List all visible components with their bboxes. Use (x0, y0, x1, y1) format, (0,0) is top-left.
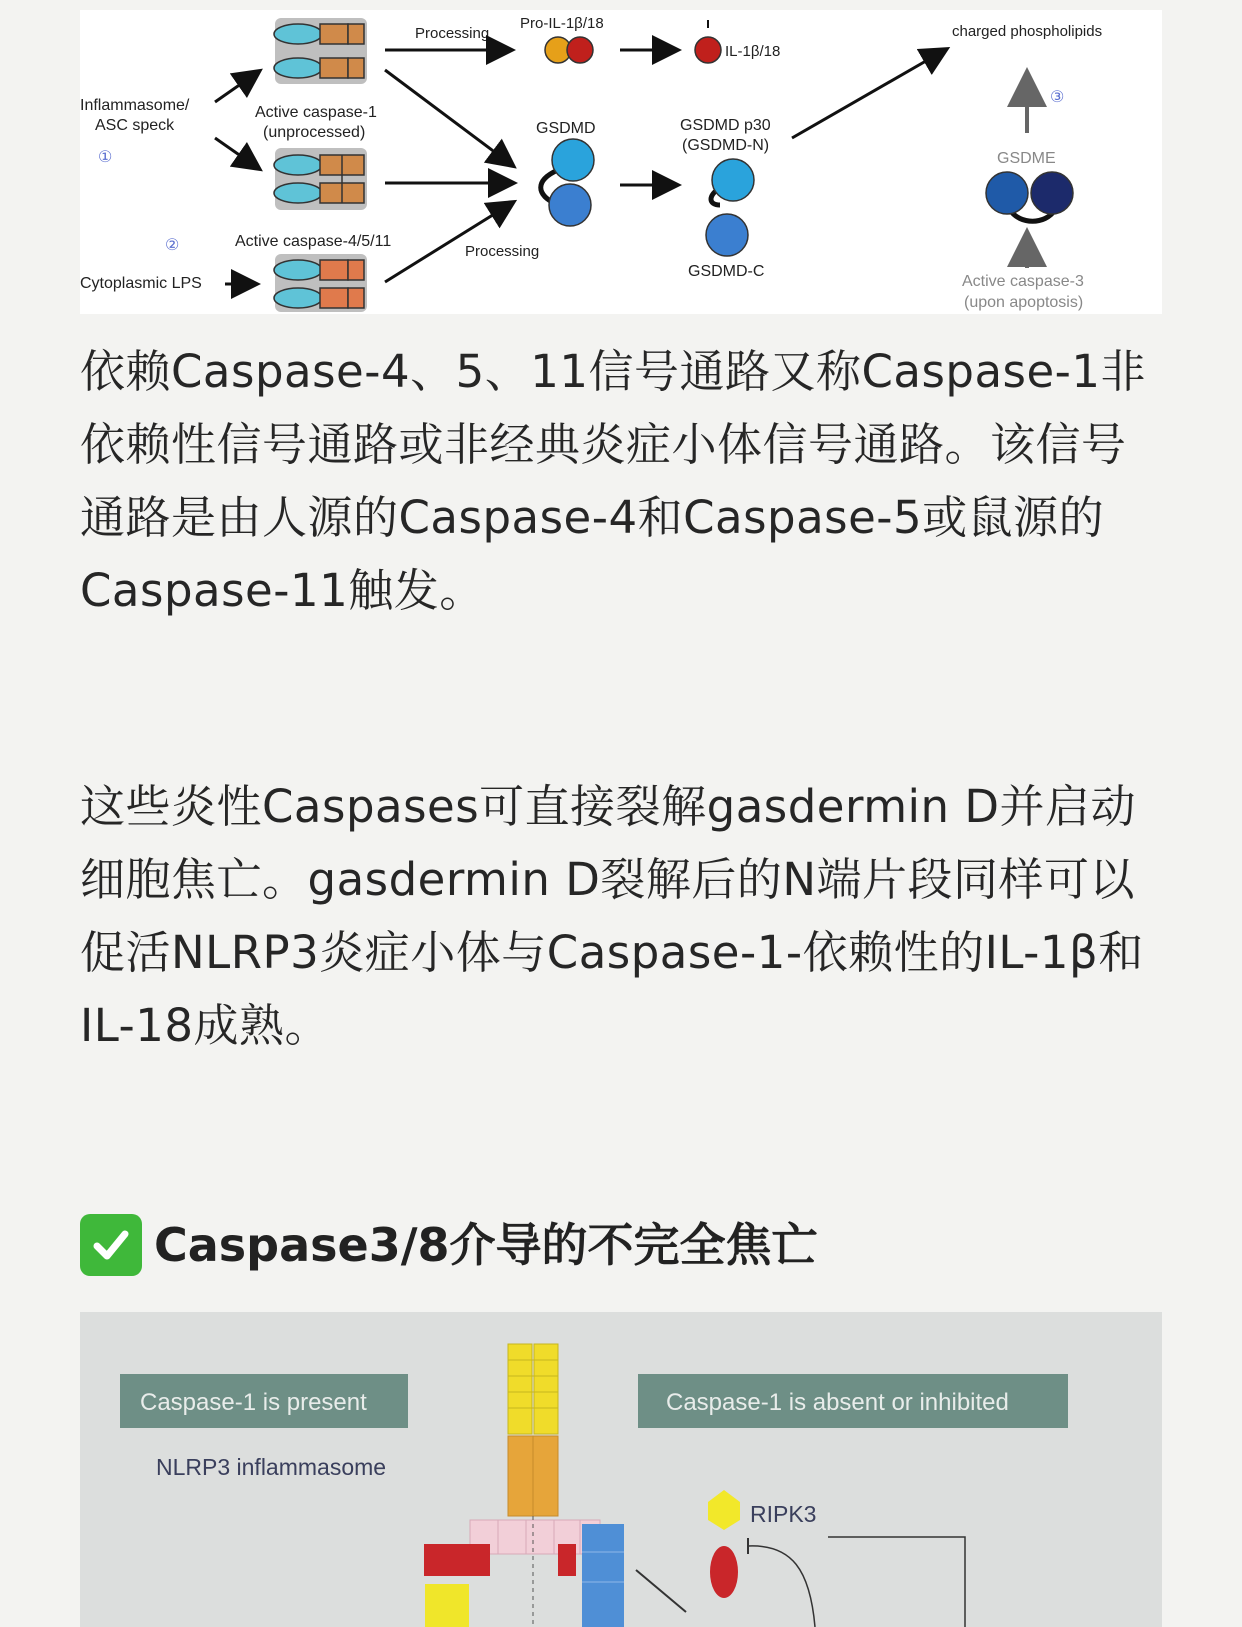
caspase-4-5-11-complex (274, 254, 367, 312)
ripk3-protein (708, 1490, 740, 1598)
check-mark-icon (80, 1214, 142, 1276)
pyroptosis-pathway-diagram (80, 10, 1162, 314)
mature-il-dot (695, 37, 721, 63)
unprocessed-label: (unprocessed) (263, 124, 366, 141)
caspase-3-8-pathway-diagram (80, 1312, 1162, 1627)
gsdmd-c-dot (706, 214, 748, 256)
section-heading-text: Caspase3/8介导的不完全焦亡 (154, 1218, 818, 1272)
asc-speck-label: ASC speck (95, 117, 175, 134)
unprocessed-caspase-1-complex (274, 148, 367, 210)
step-two-marker: ② (165, 237, 180, 254)
caspase-1-absent-label: Caspase-1 is absent or inhibited (666, 1389, 1009, 1416)
gsdmd-full-length (541, 139, 594, 226)
nlrp3-inflammasome-label: NLRP3 inflammasome (156, 1454, 387, 1480)
inflammasome-label: Inflammasome/ (80, 97, 190, 114)
processing-bottom-label: Processing (465, 243, 540, 260)
pathway-svg (80, 10, 1162, 314)
active-caspase-4-5-11-label: Active caspase-4/5/11 (235, 233, 392, 250)
gsdmd-n-label: (GSDMD-N) (682, 137, 770, 154)
gsdmd-c-label: GSDMD-C (688, 263, 765, 280)
upon-apoptosis-label: (upon apoptosis) (964, 294, 1084, 311)
step-three-marker: ③ (1050, 89, 1065, 106)
gsdme-protein (986, 172, 1073, 221)
caspase-1-present-label: Caspase-1 is present (140, 1389, 367, 1416)
gsdmd-n-dot (712, 159, 754, 201)
pro-il-label: Pro-IL-1β/18 (520, 15, 604, 32)
step-one-marker: ① (98, 149, 113, 166)
paragraph-noncanonical-pathway: 依赖Caspase-4、5、11信号通路又称Caspase-1非依赖性信号通路或非经典炎症小体信号通路。该信号通路是由人源的Caspase-4和Caspase-5或鼠源的Caspase-11触发。 (80, 345, 1147, 617)
cytoplasmic-lps-label: Cytoplasmic LPS (80, 275, 202, 292)
pro-il-18-dot (567, 37, 593, 63)
ripk3-label: RIPK3 (750, 1501, 817, 1527)
active-caspase-3-label: Active caspase-3 (962, 273, 1084, 290)
pathway-bottom-svg (80, 1312, 1162, 1627)
nlrp3-complex (424, 1344, 624, 1627)
il-label: IL-1β/18 (725, 43, 781, 60)
processing-top-label: Processing (415, 25, 490, 42)
paragraph-gasdermin-cleavage: 这些炎性Caspases可直接裂解gasdermin D并启动细胞焦亡。gasdermin D裂解后的N端片段同样可以促活NLRP3炎症小体与Caspase-1-依赖性的IL-1β和IL-18成熟。 (80, 780, 1144, 1052)
charged-phospholipids-label: charged phospholipids (952, 23, 1103, 40)
gsdme-label: GSDME (997, 150, 1056, 167)
gsdmd-label: GSDMD (536, 120, 596, 137)
active-caspase-1-label: Active caspase-1 (255, 104, 377, 121)
gsdmd-p30-label: GSDMD p30 (680, 117, 771, 134)
section-heading (80, 1210, 1160, 1280)
processed-caspase-1-complex (274, 18, 367, 84)
